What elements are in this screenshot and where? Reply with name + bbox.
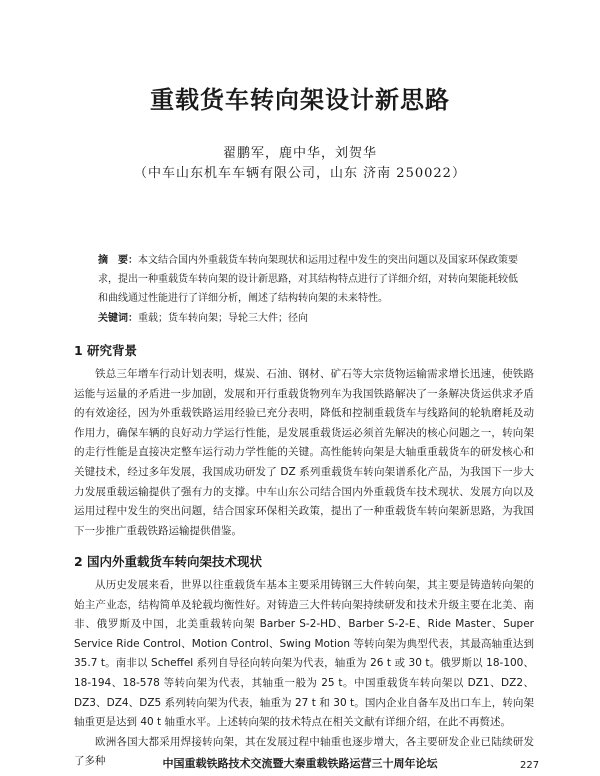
- paper-title: 重载货车转向架设计新思路: [150, 86, 450, 114]
- page-footer: 中国重载铁路技术交流暨大秦重载铁路运营三十周年论坛: [162, 757, 438, 770]
- abstract-label: 摘 要：: [98, 255, 138, 266]
- body-paragraph: 铁总三年增车行动计划表明，煤炭、石油、钢材、矿石等大宗货物运输需求增长迅速，使铁路运能与运量的矛盾进一步加剧，发展和开行重载货物列车为我国铁路解决了一条解决货运供求矛盾的有效途径，因为外重载铁路运用经验已充分表明，降低和控制重载货车与线路间的轮轨磨耗及动作用力，确保车辆的良好动力学运行性能，是发展重载货运必须首先解决的核心问题之一，转向架的走行性能是直接决定整车运行动力学性能的关键。高性能转向架是大轴重重载货车的研发核心和关键技术，经过多年发展，我国成功研发了 DZ 系列重载货车转向架谱系化产品，为我国下一步大力发展重载运输提供了强有力的支撑。中车山东公司结合国内外重载货车技术现状、发展方向以及运用过程中发生的突出问题，结合国家环保相关政策，提出了一种重载货车转向架新思路，为我国下一步推广重载铁路运输提供借鉴。: [74, 368, 534, 537]
- section-research-background: [74, 341, 534, 541]
- section-heading: 1 研究背景: [74, 343, 138, 358]
- body-paragraph: 从历史发展来看，世界以往重载货车基本主要采用铸钢三大件转向架，其主要是铸造转向架的始主产业态，结构简单及轮载均衡性好。对铸造三大件转向架持续研发和技术升级主要在北美、南非、俄罗斯及中国，北美重载转向架 Barber S-2-HD、Barber S-2-E、Ride Master、Super Service Ride Control、Motion Control、Swing Motion 等转向架为典型代表，其最高轴重达到 35.7 t。南非以 Scheffel 系列自导径向转向架为代表，轴重为 26 t 或 30 t。俄罗斯以 18-100、18-194、18-578 等转向架为代表，其轴重一般为 25 t。中国重载货车转向架以 DZ1、DZ2、DZ3、DZ4、DZ5 系列转向架为代表，轴重为 27 t 和 30 t。国内企业自备车及出口车上，转向架轴重更是达到 40 t 轴重水平。上述转向架的技术特点在相关文献有详细介绍，在此不再赘述。: [74, 579, 534, 729]
- section-technology-status: [74, 552, 534, 772]
- paper-authors: 翟鹏军，鹿中华，刘贺华: [222, 146, 377, 161]
- paper-affiliation: （中车山东机车车辆有限公司，山东 济南 250022）: [134, 166, 466, 181]
- keywords-label: 关键词：: [98, 313, 138, 324]
- page-number: 227: [520, 760, 540, 771]
- abstract: [98, 251, 518, 308]
- keywords: [98, 309, 518, 328]
- keywords-text: 重载；货车转向架；导轮三大件；径向: [138, 313, 308, 324]
- abstract-text: 本文结合国内外重载货车转向架现状和运用过程中发生的突出问题以及国家环保政策要求，提出一种重载货车转向架的设计新思路，对其结构特点进行了详细介绍，对转向架能耗较低和曲线通过性能进行了详细分析，阐述了结构转向架的未来特性。: [98, 255, 518, 304]
- section-heading: 2 国内外重载货车转向架技术现状: [74, 554, 263, 569]
- body-paragraph: 欧洲各国大都采用焊接转向架，其在发展过程中轴重也逐步增大，各主要研发企业已陆续研发了多种: [74, 735, 534, 768]
- abstract-block: [98, 251, 518, 328]
